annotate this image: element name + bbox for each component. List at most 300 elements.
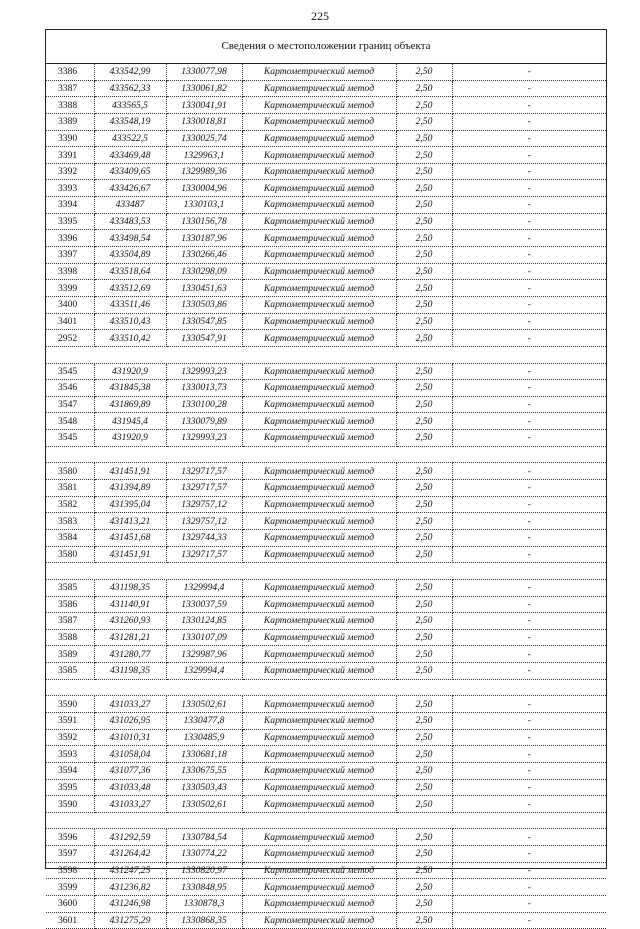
description-cell: - xyxy=(452,113,606,130)
accuracy-cell: 2,50 xyxy=(396,746,452,763)
table-row xyxy=(46,779,606,796)
table-row xyxy=(46,613,606,630)
point-number-cell: 3595 xyxy=(46,779,94,796)
table-row xyxy=(46,896,606,913)
table-row xyxy=(46,762,606,779)
point-number-cell: 3401 xyxy=(46,313,94,330)
y-coordinate-cell: 1329989,36 xyxy=(166,163,242,180)
point-number-cell: 3596 xyxy=(46,829,94,846)
x-coordinate-cell: 431058,04 xyxy=(94,746,166,763)
accuracy-cell: 2,50 xyxy=(396,280,452,297)
description-cell: - xyxy=(452,646,606,663)
x-coordinate-cell: 433487 xyxy=(94,197,166,214)
description-cell: - xyxy=(452,613,606,630)
accuracy-cell: 2,50 xyxy=(396,896,452,913)
x-coordinate-cell: 431920,9 xyxy=(94,430,166,447)
method-cell: Картометрический метод xyxy=(242,712,396,729)
description-cell: - xyxy=(452,430,606,447)
description-cell: - xyxy=(452,296,606,313)
separator-cell xyxy=(46,812,606,829)
x-coordinate-cell: 433510,42 xyxy=(94,330,166,347)
point-number-cell: 3593 xyxy=(46,746,94,763)
description-cell: - xyxy=(452,663,606,680)
table-row xyxy=(46,663,606,680)
table-title: Сведения о местоположении границ объекта xyxy=(46,30,606,64)
point-number-cell: 3391 xyxy=(46,147,94,164)
description-cell: - xyxy=(452,496,606,513)
table-row xyxy=(46,313,606,330)
accuracy-cell: 2,50 xyxy=(396,180,452,197)
accuracy-cell: 2,50 xyxy=(396,513,452,530)
table-row xyxy=(46,263,606,280)
point-number-cell: 3545 xyxy=(46,430,94,447)
table-row xyxy=(46,97,606,114)
accuracy-cell: 2,50 xyxy=(396,862,452,879)
x-coordinate-cell: 433562,33 xyxy=(94,80,166,97)
accuracy-cell: 2,50 xyxy=(396,546,452,563)
method-cell: Картометрический метод xyxy=(242,463,396,480)
y-coordinate-cell: 1329993,23 xyxy=(166,363,242,380)
method-cell: Картометрический метод xyxy=(242,846,396,863)
point-number-cell: 3545 xyxy=(46,363,94,380)
separator-cell xyxy=(46,679,606,696)
table-row xyxy=(46,413,606,430)
table-row xyxy=(46,729,606,746)
x-coordinate-cell: 431451,91 xyxy=(94,546,166,563)
table-row xyxy=(46,180,606,197)
x-coordinate-cell: 431140,91 xyxy=(94,596,166,613)
description-cell: - xyxy=(452,363,606,380)
point-number-cell: 3399 xyxy=(46,280,94,297)
point-number-cell: 3546 xyxy=(46,380,94,397)
table-row xyxy=(46,546,606,563)
y-coordinate-cell: 1330675,55 xyxy=(166,762,242,779)
accuracy-cell: 2,50 xyxy=(396,130,452,147)
x-coordinate-cell: 431077,36 xyxy=(94,762,166,779)
x-coordinate-cell: 431451,91 xyxy=(94,463,166,480)
x-coordinate-cell: 431236,82 xyxy=(94,879,166,896)
separator-cell xyxy=(46,563,606,580)
accuracy-cell: 2,50 xyxy=(396,247,452,264)
accuracy-cell: 2,50 xyxy=(396,696,452,713)
y-coordinate-cell: 1330547,91 xyxy=(166,330,242,347)
x-coordinate-cell: 431920,9 xyxy=(94,363,166,380)
point-number-cell: 3395 xyxy=(46,213,94,230)
point-number-cell: 3585 xyxy=(46,663,94,680)
table-row xyxy=(46,862,606,879)
method-cell: Картометрический метод xyxy=(242,696,396,713)
y-coordinate-cell: 1330774,22 xyxy=(166,846,242,863)
point-number-cell: 3580 xyxy=(46,546,94,563)
y-coordinate-cell: 1330025,74 xyxy=(166,130,242,147)
y-coordinate-cell: 1330477,8 xyxy=(166,712,242,729)
y-coordinate-cell: 1330124,85 xyxy=(166,613,242,630)
accuracy-cell: 2,50 xyxy=(396,313,452,330)
table-row xyxy=(46,230,606,247)
point-number-cell: 3588 xyxy=(46,629,94,646)
description-cell: - xyxy=(452,180,606,197)
method-cell: Картометрический метод xyxy=(242,546,396,563)
table-row xyxy=(46,80,606,97)
table-row xyxy=(46,746,606,763)
accuracy-cell: 2,50 xyxy=(396,230,452,247)
description-cell: - xyxy=(452,463,606,480)
point-number-cell: 3400 xyxy=(46,296,94,313)
description-cell: - xyxy=(452,879,606,896)
point-number-cell: 3390 xyxy=(46,130,94,147)
x-coordinate-cell: 431033,27 xyxy=(94,696,166,713)
table-row xyxy=(46,197,606,214)
group-separator-row xyxy=(46,679,606,696)
y-coordinate-cell: 1330107,09 xyxy=(166,629,242,646)
method-cell: Картометрический метод xyxy=(242,646,396,663)
x-coordinate-cell: 433469,48 xyxy=(94,147,166,164)
point-number-cell: 3396 xyxy=(46,230,94,247)
y-coordinate-cell: 1329994,4 xyxy=(166,579,242,596)
table-row xyxy=(46,296,606,313)
point-number-cell: 3547 xyxy=(46,396,94,413)
point-number-cell: 3601 xyxy=(46,912,94,929)
y-coordinate-cell: 1330077,98 xyxy=(166,64,242,80)
table-row xyxy=(46,396,606,413)
separator-cell xyxy=(46,346,606,363)
method-cell: Картометрический метод xyxy=(242,862,396,879)
y-coordinate-cell: 1329963,1 xyxy=(166,147,242,164)
description-cell: - xyxy=(452,197,606,214)
table-row xyxy=(46,363,606,380)
accuracy-cell: 2,50 xyxy=(396,846,452,863)
y-coordinate-cell: 1330013,73 xyxy=(166,380,242,397)
accuracy-cell: 2,50 xyxy=(396,762,452,779)
description-cell: - xyxy=(452,263,606,280)
separator-cell xyxy=(46,446,606,463)
y-coordinate-cell: 1330156,78 xyxy=(166,213,242,230)
y-coordinate-cell: 1330485,9 xyxy=(166,729,242,746)
y-coordinate-cell: 1329987,96 xyxy=(166,646,242,663)
table-row xyxy=(46,513,606,530)
method-cell: Картометрический метод xyxy=(242,912,396,929)
y-coordinate-cell: 1329757,12 xyxy=(166,496,242,513)
x-coordinate-cell: 433511,46 xyxy=(94,296,166,313)
x-coordinate-cell: 431845,38 xyxy=(94,380,166,397)
point-number-cell: 3582 xyxy=(46,496,94,513)
y-coordinate-cell: 1330503,43 xyxy=(166,779,242,796)
table-row xyxy=(46,796,606,813)
description-cell: - xyxy=(452,413,606,430)
y-coordinate-cell: 1330820,97 xyxy=(166,862,242,879)
description-cell: - xyxy=(452,280,606,297)
y-coordinate-cell: 1330079,89 xyxy=(166,413,242,430)
description-cell: - xyxy=(452,712,606,729)
x-coordinate-cell: 431247,25 xyxy=(94,862,166,879)
method-cell: Картометрический метод xyxy=(242,413,396,430)
method-cell: Картометрический метод xyxy=(242,396,396,413)
point-number-cell: 3393 xyxy=(46,180,94,197)
description-cell: - xyxy=(452,480,606,497)
description-cell: - xyxy=(452,163,606,180)
y-coordinate-cell: 1330004,96 xyxy=(166,180,242,197)
table-row xyxy=(46,629,606,646)
description-cell: - xyxy=(452,330,606,347)
point-number-cell: 3594 xyxy=(46,762,94,779)
y-coordinate-cell: 1330502,61 xyxy=(166,796,242,813)
table-row xyxy=(46,646,606,663)
y-coordinate-cell: 1329744,33 xyxy=(166,529,242,546)
point-number-cell: 3386 xyxy=(46,64,94,80)
y-coordinate-cell: 1329717,57 xyxy=(166,463,242,480)
point-number-cell: 3397 xyxy=(46,247,94,264)
method-cell: Картометрический метод xyxy=(242,596,396,613)
point-number-cell: 3590 xyxy=(46,696,94,713)
y-coordinate-cell: 1329717,57 xyxy=(166,480,242,497)
description-cell: - xyxy=(452,213,606,230)
y-coordinate-cell: 1330037,59 xyxy=(166,596,242,613)
method-cell: Картометрический метод xyxy=(242,529,396,546)
y-coordinate-cell: 1330681,18 xyxy=(166,746,242,763)
x-coordinate-cell: 431033,48 xyxy=(94,779,166,796)
accuracy-cell: 2,50 xyxy=(396,912,452,929)
accuracy-cell: 2,50 xyxy=(396,213,452,230)
point-number-cell: 3589 xyxy=(46,646,94,663)
method-cell: Картометрический метод xyxy=(242,330,396,347)
accuracy-cell: 2,50 xyxy=(396,330,452,347)
method-cell: Картометрический метод xyxy=(242,213,396,230)
accuracy-cell: 2,50 xyxy=(396,463,452,480)
table-row xyxy=(46,113,606,130)
description-cell: - xyxy=(452,912,606,929)
description-cell: - xyxy=(452,796,606,813)
accuracy-cell: 2,50 xyxy=(396,296,452,313)
y-coordinate-cell: 1330187,96 xyxy=(166,230,242,247)
accuracy-cell: 2,50 xyxy=(396,613,452,630)
x-coordinate-cell: 431198,35 xyxy=(94,579,166,596)
group-separator-row xyxy=(46,812,606,829)
point-number-cell: 2952 xyxy=(46,330,94,347)
point-number-cell: 3548 xyxy=(46,413,94,430)
x-coordinate-cell: 431033,27 xyxy=(94,796,166,813)
description-cell: - xyxy=(452,746,606,763)
x-coordinate-cell: 431281,21 xyxy=(94,629,166,646)
accuracy-cell: 2,50 xyxy=(396,729,452,746)
y-coordinate-cell: 1330503,86 xyxy=(166,296,242,313)
description-cell: - xyxy=(452,513,606,530)
y-coordinate-cell: 1330784,54 xyxy=(166,829,242,846)
method-cell: Картометрический метод xyxy=(242,729,396,746)
description-cell: - xyxy=(452,896,606,913)
description-cell: - xyxy=(452,80,606,97)
method-cell: Картометрический метод xyxy=(242,263,396,280)
x-coordinate-cell: 433409,65 xyxy=(94,163,166,180)
x-coordinate-cell: 433518,64 xyxy=(94,263,166,280)
y-coordinate-cell: 1330878,3 xyxy=(166,896,242,913)
description-cell: - xyxy=(452,862,606,879)
method-cell: Картометрический метод xyxy=(242,380,396,397)
y-coordinate-cell: 1330848,95 xyxy=(166,879,242,896)
accuracy-cell: 2,50 xyxy=(396,363,452,380)
point-number-cell: 3600 xyxy=(46,896,94,913)
accuracy-cell: 2,50 xyxy=(396,646,452,663)
method-cell: Картометрический метод xyxy=(242,64,396,80)
point-number-cell: 3592 xyxy=(46,729,94,746)
method-cell: Картометрический метод xyxy=(242,180,396,197)
point-number-cell: 3587 xyxy=(46,613,94,630)
table-row xyxy=(46,829,606,846)
y-coordinate-cell: 1330018,81 xyxy=(166,113,242,130)
table-row xyxy=(46,480,606,497)
accuracy-cell: 2,50 xyxy=(396,97,452,114)
method-cell: Картометрический метод xyxy=(242,629,396,646)
x-coordinate-cell: 433426,67 xyxy=(94,180,166,197)
accuracy-cell: 2,50 xyxy=(396,113,452,130)
y-coordinate-cell: 1330502,61 xyxy=(166,696,242,713)
table-row xyxy=(46,330,606,347)
description-cell: - xyxy=(452,579,606,596)
point-number-cell: 3585 xyxy=(46,579,94,596)
method-cell: Картометрический метод xyxy=(242,796,396,813)
table-row xyxy=(46,496,606,513)
accuracy-cell: 2,50 xyxy=(396,596,452,613)
point-number-cell: 3392 xyxy=(46,163,94,180)
method-cell: Картометрический метод xyxy=(242,313,396,330)
x-coordinate-cell: 431275,29 xyxy=(94,912,166,929)
y-coordinate-cell: 1329993,23 xyxy=(166,430,242,447)
boundary-table xyxy=(45,29,607,926)
x-coordinate-cell: 433504,89 xyxy=(94,247,166,264)
table-row xyxy=(46,912,606,929)
method-cell: Картометрический метод xyxy=(242,147,396,164)
accuracy-cell: 2,50 xyxy=(396,197,452,214)
table-row xyxy=(46,879,606,896)
method-cell: Картометрический метод xyxy=(242,496,396,513)
y-coordinate-cell: 1330100,28 xyxy=(166,396,242,413)
method-cell: Картометрический метод xyxy=(242,879,396,896)
accuracy-cell: 2,50 xyxy=(396,413,452,430)
description-cell: - xyxy=(452,529,606,546)
coordinates-table xyxy=(46,64,606,929)
point-number-cell: 3586 xyxy=(46,596,94,613)
description-cell: - xyxy=(452,64,606,80)
accuracy-cell: 2,50 xyxy=(396,829,452,846)
method-cell: Картометрический метод xyxy=(242,762,396,779)
point-number-cell: 3580 xyxy=(46,463,94,480)
x-coordinate-cell: 431394,89 xyxy=(94,480,166,497)
method-cell: Картометрический метод xyxy=(242,130,396,147)
table-row xyxy=(46,380,606,397)
description-cell: - xyxy=(452,729,606,746)
method-cell: Картометрический метод xyxy=(242,247,396,264)
method-cell: Картометрический метод xyxy=(242,896,396,913)
accuracy-cell: 2,50 xyxy=(396,879,452,896)
accuracy-cell: 2,50 xyxy=(396,430,452,447)
accuracy-cell: 2,50 xyxy=(396,496,452,513)
table-row xyxy=(46,529,606,546)
description-cell: - xyxy=(452,546,606,563)
x-coordinate-cell: 433522,5 xyxy=(94,130,166,147)
table-row xyxy=(46,130,606,147)
method-cell: Картометрический метод xyxy=(242,363,396,380)
method-cell: Картометрический метод xyxy=(242,746,396,763)
page-number: 225 xyxy=(311,9,329,23)
accuracy-cell: 2,50 xyxy=(396,529,452,546)
point-number-cell: 3394 xyxy=(46,197,94,214)
table-row xyxy=(46,163,606,180)
point-number-cell: 3599 xyxy=(46,879,94,896)
x-coordinate-cell: 431246,98 xyxy=(94,896,166,913)
y-coordinate-cell: 1330061,82 xyxy=(166,80,242,97)
table-row xyxy=(46,712,606,729)
method-cell: Картометрический метод xyxy=(242,829,396,846)
method-cell: Картометрический метод xyxy=(242,197,396,214)
table-row xyxy=(46,579,606,596)
x-coordinate-cell: 431198,35 xyxy=(94,663,166,680)
table-row xyxy=(46,430,606,447)
table-row xyxy=(46,696,606,713)
description-cell: - xyxy=(452,130,606,147)
description-cell: - xyxy=(452,696,606,713)
x-coordinate-cell: 431260,93 xyxy=(94,613,166,630)
x-coordinate-cell: 433483,53 xyxy=(94,213,166,230)
description-cell: - xyxy=(452,779,606,796)
point-number-cell: 3590 xyxy=(46,796,94,813)
description-cell: - xyxy=(452,380,606,397)
point-number-cell: 3583 xyxy=(46,513,94,530)
accuracy-cell: 2,50 xyxy=(396,579,452,596)
point-number-cell: 3591 xyxy=(46,712,94,729)
x-coordinate-cell: 433542,99 xyxy=(94,64,166,80)
point-number-cell: 3598 xyxy=(46,862,94,879)
y-coordinate-cell: 1330266,46 xyxy=(166,247,242,264)
method-cell: Картометрический метод xyxy=(242,480,396,497)
x-coordinate-cell: 433565,5 xyxy=(94,97,166,114)
accuracy-cell: 2,50 xyxy=(396,80,452,97)
accuracy-cell: 2,50 xyxy=(396,380,452,397)
table-row xyxy=(46,596,606,613)
y-coordinate-cell: 1329717,57 xyxy=(166,546,242,563)
description-cell: - xyxy=(452,846,606,863)
x-coordinate-cell: 431945,4 xyxy=(94,413,166,430)
method-cell: Картометрический метод xyxy=(242,80,396,97)
group-separator-row xyxy=(46,346,606,363)
x-coordinate-cell: 431010,31 xyxy=(94,729,166,746)
description-cell: - xyxy=(452,97,606,114)
method-cell: Картометрический метод xyxy=(242,230,396,247)
description-cell: - xyxy=(452,396,606,413)
description-cell: - xyxy=(452,829,606,846)
x-coordinate-cell: 433512,69 xyxy=(94,280,166,297)
point-number-cell: 3597 xyxy=(46,846,94,863)
x-coordinate-cell: 433510,43 xyxy=(94,313,166,330)
method-cell: Картометрический метод xyxy=(242,430,396,447)
x-coordinate-cell: 431292,59 xyxy=(94,829,166,846)
accuracy-cell: 2,50 xyxy=(396,480,452,497)
table-row xyxy=(46,147,606,164)
description-cell: - xyxy=(452,629,606,646)
accuracy-cell: 2,50 xyxy=(396,629,452,646)
point-number-cell: 3581 xyxy=(46,480,94,497)
method-cell: Картометрический метод xyxy=(242,513,396,530)
table-row xyxy=(46,213,606,230)
y-coordinate-cell: 1330451,63 xyxy=(166,280,242,297)
table-row xyxy=(46,846,606,863)
method-cell: Картометрический метод xyxy=(242,296,396,313)
description-cell: - xyxy=(452,762,606,779)
description-cell: - xyxy=(452,247,606,264)
x-coordinate-cell: 431451,68 xyxy=(94,529,166,546)
method-cell: Картометрический метод xyxy=(242,163,396,180)
point-number-cell: 3387 xyxy=(46,80,94,97)
point-number-cell: 3398 xyxy=(46,263,94,280)
x-coordinate-cell: 431395,04 xyxy=(94,496,166,513)
